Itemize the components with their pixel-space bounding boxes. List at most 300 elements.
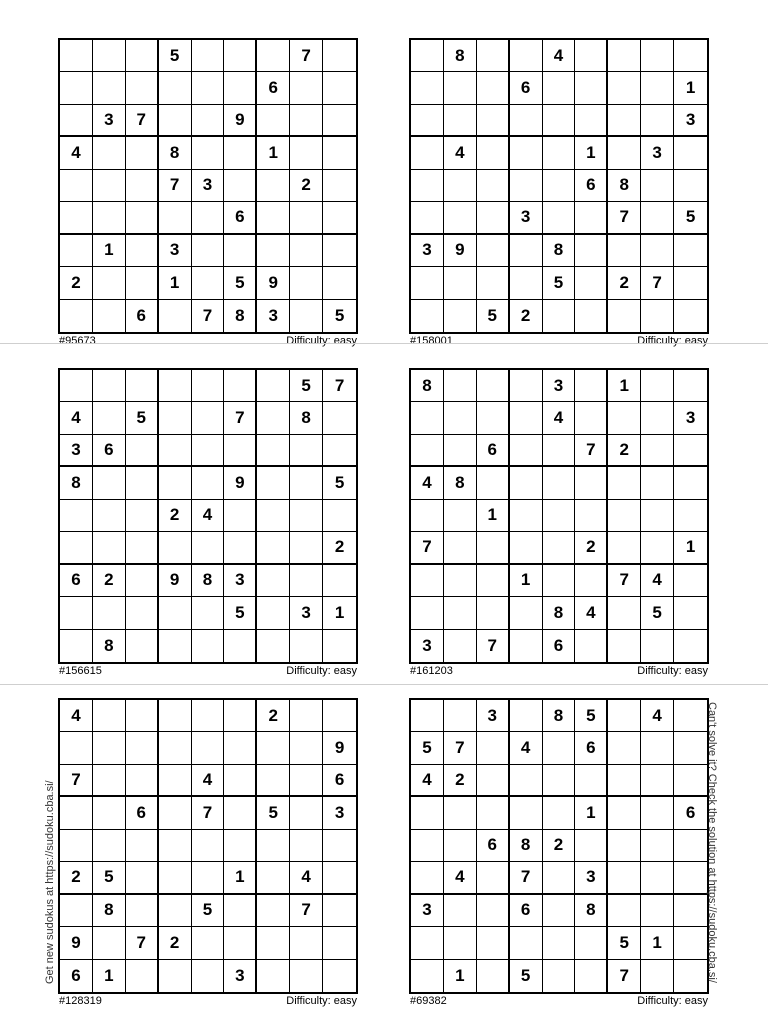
sudoku-cell[interactable] <box>290 732 323 764</box>
sudoku-cell[interactable] <box>224 435 257 467</box>
sudoku-cell[interactable] <box>411 797 444 829</box>
sudoku-cell[interactable]: 7 <box>323 370 356 402</box>
sudoku-cell[interactable] <box>257 40 290 72</box>
sudoku-cell[interactable] <box>477 960 510 992</box>
sudoku-cell[interactable] <box>641 235 674 267</box>
sudoku-cell[interactable] <box>543 300 576 332</box>
sudoku-cell[interactable] <box>444 532 477 564</box>
sudoku-cell[interactable] <box>257 565 290 597</box>
sudoku-cell[interactable] <box>257 370 290 402</box>
sudoku-cell[interactable]: 2 <box>290 170 323 202</box>
sudoku-cell[interactable] <box>290 137 323 169</box>
sudoku-cell[interactable]: 6 <box>60 565 93 597</box>
sudoku-cell[interactable]: 5 <box>543 267 576 299</box>
sudoku-cell[interactable] <box>290 105 323 137</box>
sudoku-cell[interactable] <box>510 597 543 629</box>
sudoku-cell[interactable] <box>290 565 323 597</box>
sudoku-cell[interactable] <box>159 862 192 894</box>
sudoku-cell[interactable] <box>257 597 290 629</box>
sudoku-cell[interactable] <box>444 500 477 532</box>
sudoku-cell[interactable]: 4 <box>641 700 674 732</box>
sudoku-cell[interactable]: 1 <box>510 565 543 597</box>
sudoku-cell[interactable] <box>60 235 93 267</box>
sudoku-cell[interactable] <box>477 370 510 402</box>
sudoku-cell[interactable] <box>290 300 323 332</box>
sudoku-cell[interactable] <box>608 500 641 532</box>
sudoku-cell[interactable] <box>224 895 257 927</box>
sudoku-cell[interactable]: 6 <box>477 435 510 467</box>
sudoku-cell[interactable] <box>477 765 510 797</box>
sudoku-cell[interactable] <box>159 72 192 104</box>
sudoku-cell[interactable]: 7 <box>60 765 93 797</box>
sudoku-cell[interactable] <box>674 267 707 299</box>
sudoku-cell[interactable]: 1 <box>224 862 257 894</box>
sudoku-cell[interactable] <box>411 960 444 992</box>
sudoku-cell[interactable] <box>290 927 323 959</box>
sudoku-cell[interactable] <box>510 370 543 402</box>
sudoku-cell[interactable] <box>93 300 126 332</box>
sudoku-cell[interactable] <box>575 630 608 662</box>
sudoku-cell[interactable] <box>192 927 225 959</box>
sudoku-cell[interactable] <box>411 72 444 104</box>
sudoku-cell[interactable] <box>192 862 225 894</box>
sudoku-cell[interactable] <box>159 797 192 829</box>
sudoku-cell[interactable] <box>290 235 323 267</box>
sudoku-cell[interactable] <box>159 895 192 927</box>
sudoku-cell[interactable]: 1 <box>477 500 510 532</box>
sudoku-cell[interactable] <box>608 300 641 332</box>
sudoku-cell[interactable]: 8 <box>543 597 576 629</box>
sudoku-cell[interactable] <box>608 597 641 629</box>
sudoku-cell[interactable]: 7 <box>159 170 192 202</box>
sudoku-cell[interactable] <box>323 500 356 532</box>
sudoku-cell[interactable] <box>60 370 93 402</box>
sudoku-cell[interactable] <box>126 862 159 894</box>
sudoku-cell[interactable]: 3 <box>543 370 576 402</box>
sudoku-cell[interactable] <box>411 565 444 597</box>
sudoku-cell[interactable] <box>126 597 159 629</box>
sudoku-cell[interactable] <box>192 435 225 467</box>
sudoku-cell[interactable] <box>159 402 192 434</box>
sudoku-cell[interactable] <box>510 532 543 564</box>
sudoku-cell[interactable] <box>126 72 159 104</box>
sudoku-cell[interactable] <box>608 797 641 829</box>
sudoku-cell[interactable] <box>444 300 477 332</box>
sudoku-cell[interactable] <box>444 830 477 862</box>
sudoku-cell[interactable] <box>510 267 543 299</box>
sudoku-cell[interactable] <box>674 137 707 169</box>
sudoku-cell[interactable] <box>93 40 126 72</box>
sudoku-cell[interactable] <box>126 267 159 299</box>
sudoku-cell[interactable] <box>126 732 159 764</box>
sudoku-cell[interactable] <box>608 235 641 267</box>
sudoku-cell[interactable]: 1 <box>93 960 126 992</box>
sudoku-cell[interactable] <box>674 370 707 402</box>
sudoku-cell[interactable] <box>126 202 159 234</box>
sudoku-cell[interactable] <box>411 402 444 434</box>
sudoku-cell[interactable] <box>257 435 290 467</box>
sudoku-cell[interactable]: 5 <box>159 40 192 72</box>
sudoku-cell[interactable] <box>444 630 477 662</box>
sudoku-cell[interactable]: 6 <box>543 630 576 662</box>
sudoku-cell[interactable] <box>608 630 641 662</box>
sudoku-cell[interactable] <box>323 72 356 104</box>
sudoku-cell[interactable] <box>323 862 356 894</box>
sudoku-cell[interactable] <box>543 467 576 499</box>
sudoku-cell[interactable] <box>126 532 159 564</box>
sudoku-cell[interactable] <box>192 532 225 564</box>
sudoku-cell[interactable]: 8 <box>224 300 257 332</box>
sudoku-cell[interactable] <box>93 202 126 234</box>
sudoku-cell[interactable] <box>60 830 93 862</box>
sudoku-cell[interactable] <box>159 467 192 499</box>
sudoku-cell[interactable] <box>159 300 192 332</box>
sudoku-cell[interactable] <box>257 235 290 267</box>
sudoku-cell[interactable]: 3 <box>674 105 707 137</box>
sudoku-cell[interactable] <box>192 700 225 732</box>
sudoku-cell[interactable] <box>323 105 356 137</box>
sudoku-cell[interactable]: 1 <box>641 927 674 959</box>
sudoku-cell[interactable]: 6 <box>510 72 543 104</box>
sudoku-cell[interactable] <box>60 597 93 629</box>
sudoku-cell[interactable] <box>93 267 126 299</box>
sudoku-cell[interactable] <box>159 370 192 402</box>
sudoku-cell[interactable] <box>224 830 257 862</box>
sudoku-cell[interactable]: 7 <box>477 630 510 662</box>
sudoku-cell[interactable] <box>192 72 225 104</box>
sudoku-cell[interactable] <box>257 402 290 434</box>
sudoku-cell[interactable] <box>93 467 126 499</box>
sudoku-cell[interactable]: 2 <box>510 300 543 332</box>
sudoku-cell[interactable] <box>257 732 290 764</box>
sudoku-cell[interactable] <box>60 105 93 137</box>
sudoku-cell[interactable]: 4 <box>444 137 477 169</box>
sudoku-cell[interactable] <box>290 960 323 992</box>
sudoku-cell[interactable] <box>411 40 444 72</box>
sudoku-cell[interactable] <box>224 765 257 797</box>
sudoku-cell[interactable]: 5 <box>126 402 159 434</box>
sudoku-cell[interactable] <box>411 597 444 629</box>
sudoku-cell[interactable]: 3 <box>411 630 444 662</box>
sudoku-cell[interactable] <box>477 72 510 104</box>
sudoku-cell[interactable] <box>159 597 192 629</box>
sudoku-cell[interactable] <box>290 765 323 797</box>
sudoku-cell[interactable]: 1 <box>575 797 608 829</box>
sudoku-cell[interactable] <box>543 532 576 564</box>
sudoku-cell[interactable] <box>641 960 674 992</box>
sudoku-cell[interactable] <box>323 402 356 434</box>
sudoku-cell[interactable] <box>510 467 543 499</box>
sudoku-cell[interactable]: 5 <box>290 370 323 402</box>
sudoku-cell[interactable] <box>93 797 126 829</box>
sudoku-cell[interactable] <box>641 435 674 467</box>
sudoku-cell[interactable] <box>290 797 323 829</box>
sudoku-cell[interactable] <box>126 630 159 662</box>
sudoku-cell[interactable] <box>608 732 641 764</box>
sudoku-cell[interactable]: 5 <box>674 202 707 234</box>
sudoku-cell[interactable]: 5 <box>192 895 225 927</box>
sudoku-cell[interactable] <box>575 72 608 104</box>
sudoku-cell[interactable]: 6 <box>126 797 159 829</box>
sudoku-cell[interactable]: 6 <box>477 830 510 862</box>
sudoku-cell[interactable] <box>510 700 543 732</box>
sudoku-cell[interactable] <box>674 40 707 72</box>
sudoku-cell[interactable] <box>411 105 444 137</box>
sudoku-cell[interactable]: 5 <box>477 300 510 332</box>
sudoku-cell[interactable] <box>575 235 608 267</box>
sudoku-cell[interactable] <box>477 402 510 434</box>
sudoku-cell[interactable] <box>224 235 257 267</box>
sudoku-cell[interactable]: 9 <box>444 235 477 267</box>
sudoku-cell[interactable] <box>674 467 707 499</box>
sudoku-cell[interactable] <box>411 700 444 732</box>
sudoku-cell[interactable]: 7 <box>192 300 225 332</box>
sudoku-cell[interactable] <box>674 565 707 597</box>
sudoku-cell[interactable]: 5 <box>411 732 444 764</box>
sudoku-cell[interactable]: 6 <box>257 72 290 104</box>
sudoku-cell[interactable] <box>444 927 477 959</box>
sudoku-cell[interactable] <box>126 765 159 797</box>
sudoku-cell[interactable]: 8 <box>444 467 477 499</box>
sudoku-cell[interactable] <box>323 830 356 862</box>
sudoku-cell[interactable] <box>126 137 159 169</box>
sudoku-cell[interactable] <box>674 765 707 797</box>
sudoku-cell[interactable] <box>575 960 608 992</box>
sudoku-cell[interactable] <box>543 927 576 959</box>
sudoku-cell[interactable] <box>411 435 444 467</box>
sudoku-cell[interactable] <box>224 532 257 564</box>
sudoku-cell[interactable] <box>159 765 192 797</box>
sudoku-cell[interactable]: 7 <box>608 565 641 597</box>
sudoku-cell[interactable] <box>641 895 674 927</box>
sudoku-cell[interactable] <box>608 467 641 499</box>
sudoku-cell[interactable] <box>159 435 192 467</box>
sudoku-cell[interactable] <box>60 40 93 72</box>
sudoku-cell[interactable] <box>257 532 290 564</box>
sudoku-cell[interactable]: 6 <box>60 960 93 992</box>
sudoku-cell[interactable]: 2 <box>60 862 93 894</box>
sudoku-cell[interactable]: 3 <box>93 105 126 137</box>
sudoku-cell[interactable]: 1 <box>93 235 126 267</box>
sudoku-cell[interactable] <box>641 830 674 862</box>
sudoku-cell[interactable] <box>159 202 192 234</box>
sudoku-cell[interactable] <box>411 927 444 959</box>
sudoku-cell[interactable] <box>290 700 323 732</box>
sudoku-cell[interactable] <box>543 105 576 137</box>
sudoku-cell[interactable] <box>60 732 93 764</box>
sudoku-cell[interactable] <box>543 732 576 764</box>
sudoku-cell[interactable]: 1 <box>159 267 192 299</box>
sudoku-cell[interactable] <box>126 565 159 597</box>
sudoku-cell[interactable] <box>608 532 641 564</box>
sudoku-cell[interactable] <box>93 500 126 532</box>
sudoku-cell[interactable] <box>444 202 477 234</box>
sudoku-cell[interactable] <box>543 765 576 797</box>
sudoku-cell[interactable] <box>510 797 543 829</box>
sudoku-cell[interactable]: 4 <box>411 467 444 499</box>
sudoku-cell[interactable] <box>608 862 641 894</box>
sudoku-cell[interactable]: 1 <box>608 370 641 402</box>
sudoku-cell[interactable] <box>444 105 477 137</box>
sudoku-cell[interactable] <box>608 765 641 797</box>
sudoku-cell[interactable] <box>444 895 477 927</box>
sudoku-cell[interactable] <box>543 435 576 467</box>
sudoku-cell[interactable] <box>543 202 576 234</box>
sudoku-cell[interactable] <box>575 105 608 137</box>
sudoku-cell[interactable]: 7 <box>608 202 641 234</box>
sudoku-cell[interactable] <box>323 565 356 597</box>
sudoku-cell[interactable]: 4 <box>60 402 93 434</box>
sudoku-cell[interactable] <box>411 202 444 234</box>
sudoku-cell[interactable] <box>192 402 225 434</box>
sudoku-cell[interactable] <box>641 630 674 662</box>
sudoku-cell[interactable]: 7 <box>510 862 543 894</box>
sudoku-cell[interactable] <box>323 235 356 267</box>
sudoku-cell[interactable]: 4 <box>575 597 608 629</box>
sudoku-cell[interactable] <box>159 732 192 764</box>
sudoku-cell[interactable] <box>674 927 707 959</box>
sudoku-cell[interactable]: 3 <box>674 402 707 434</box>
sudoku-cell[interactable]: 3 <box>323 797 356 829</box>
sudoku-cell[interactable] <box>257 170 290 202</box>
sudoku-cell[interactable]: 5 <box>641 597 674 629</box>
sudoku-cell[interactable] <box>543 895 576 927</box>
sudoku-cell[interactable]: 8 <box>159 137 192 169</box>
sudoku-cell[interactable] <box>641 370 674 402</box>
sudoku-cell[interactable] <box>159 830 192 862</box>
sudoku-cell[interactable] <box>159 105 192 137</box>
sudoku-cell[interactable]: 8 <box>93 630 126 662</box>
sudoku-cell[interactable] <box>444 267 477 299</box>
sudoku-cell[interactable] <box>93 137 126 169</box>
sudoku-cell[interactable]: 3 <box>290 597 323 629</box>
sudoku-cell[interactable] <box>608 895 641 927</box>
sudoku-cell[interactable] <box>543 565 576 597</box>
sudoku-cell[interactable] <box>411 170 444 202</box>
sudoku-cell[interactable]: 5 <box>224 597 257 629</box>
sudoku-cell[interactable]: 1 <box>674 72 707 104</box>
sudoku-cell[interactable] <box>192 370 225 402</box>
sudoku-cell[interactable] <box>510 402 543 434</box>
sudoku-cell[interactable] <box>257 630 290 662</box>
sudoku-cell[interactable] <box>510 170 543 202</box>
sudoku-cell[interactable]: 7 <box>444 732 477 764</box>
sudoku-cell[interactable] <box>674 500 707 532</box>
sudoku-cell[interactable] <box>575 500 608 532</box>
sudoku-cell[interactable]: 2 <box>575 532 608 564</box>
sudoku-cell[interactable] <box>608 830 641 862</box>
sudoku-cell[interactable] <box>126 467 159 499</box>
sudoku-cell[interactable]: 5 <box>323 467 356 499</box>
sudoku-cell[interactable]: 1 <box>575 137 608 169</box>
sudoku-cell[interactable] <box>93 732 126 764</box>
sudoku-cell[interactable] <box>257 467 290 499</box>
sudoku-cell[interactable] <box>575 765 608 797</box>
sudoku-cell[interactable] <box>126 170 159 202</box>
sudoku-cell[interactable] <box>444 370 477 402</box>
sudoku-cell[interactable] <box>608 105 641 137</box>
sudoku-cell[interactable]: 9 <box>60 927 93 959</box>
sudoku-cell[interactable] <box>126 960 159 992</box>
sudoku-cell[interactable] <box>93 830 126 862</box>
sudoku-cell[interactable] <box>93 72 126 104</box>
sudoku-cell[interactable]: 9 <box>224 105 257 137</box>
sudoku-cell[interactable] <box>224 700 257 732</box>
sudoku-cell[interactable] <box>674 597 707 629</box>
sudoku-cell[interactable] <box>477 40 510 72</box>
sudoku-cell[interactable] <box>257 862 290 894</box>
sudoku-cell[interactable]: 4 <box>60 700 93 732</box>
sudoku-cell[interactable] <box>674 700 707 732</box>
sudoku-cell[interactable]: 4 <box>543 402 576 434</box>
sudoku-cell[interactable] <box>323 700 356 732</box>
sudoku-cell[interactable] <box>575 467 608 499</box>
sudoku-cell[interactable]: 3 <box>60 435 93 467</box>
sudoku-cell[interactable]: 5 <box>257 797 290 829</box>
sudoku-cell[interactable] <box>510 40 543 72</box>
sudoku-cell[interactable]: 4 <box>192 765 225 797</box>
sudoku-cell[interactable] <box>575 830 608 862</box>
sudoku-cell[interactable] <box>290 72 323 104</box>
sudoku-cell[interactable]: 2 <box>60 267 93 299</box>
sudoku-cell[interactable] <box>93 700 126 732</box>
sudoku-cell[interactable]: 3 <box>477 700 510 732</box>
sudoku-cell[interactable]: 6 <box>575 732 608 764</box>
sudoku-cell[interactable]: 4 <box>444 862 477 894</box>
sudoku-cell[interactable] <box>224 927 257 959</box>
sudoku-cell[interactable]: 7 <box>126 927 159 959</box>
sudoku-cell[interactable]: 7 <box>290 895 323 927</box>
sudoku-cell[interactable] <box>257 895 290 927</box>
sudoku-cell[interactable] <box>224 732 257 764</box>
sudoku-cell[interactable] <box>674 630 707 662</box>
sudoku-cell[interactable] <box>575 300 608 332</box>
sudoku-cell[interactable] <box>60 797 93 829</box>
sudoku-cell[interactable] <box>323 630 356 662</box>
sudoku-cell[interactable] <box>477 597 510 629</box>
sudoku-cell[interactable] <box>93 927 126 959</box>
sudoku-cell[interactable]: 8 <box>543 700 576 732</box>
sudoku-cell[interactable] <box>257 830 290 862</box>
sudoku-cell[interactable] <box>641 862 674 894</box>
sudoku-cell[interactable]: 2 <box>323 532 356 564</box>
sudoku-cell[interactable]: 7 <box>224 402 257 434</box>
sudoku-cell[interactable]: 3 <box>159 235 192 267</box>
sudoku-cell[interactable] <box>159 960 192 992</box>
sudoku-cell[interactable] <box>192 105 225 137</box>
sudoku-cell[interactable] <box>477 202 510 234</box>
sudoku-cell[interactable] <box>159 700 192 732</box>
sudoku-cell[interactable]: 7 <box>126 105 159 137</box>
sudoku-cell[interactable]: 3 <box>257 300 290 332</box>
sudoku-cell[interactable] <box>477 170 510 202</box>
sudoku-cell[interactable] <box>641 532 674 564</box>
sudoku-cell[interactable] <box>510 500 543 532</box>
sudoku-cell[interactable] <box>224 40 257 72</box>
sudoku-cell[interactable]: 6 <box>323 765 356 797</box>
sudoku-cell[interactable] <box>93 765 126 797</box>
sudoku-cell[interactable] <box>192 732 225 764</box>
sudoku-cell[interactable] <box>60 895 93 927</box>
sudoku-cell[interactable] <box>323 267 356 299</box>
sudoku-cell[interactable] <box>323 40 356 72</box>
sudoku-cell[interactable] <box>290 267 323 299</box>
sudoku-cell[interactable] <box>674 830 707 862</box>
sudoku-cell[interactable]: 7 <box>411 532 444 564</box>
sudoku-cell[interactable] <box>60 300 93 332</box>
sudoku-cell[interactable]: 4 <box>60 137 93 169</box>
sudoku-cell[interactable]: 1 <box>674 532 707 564</box>
